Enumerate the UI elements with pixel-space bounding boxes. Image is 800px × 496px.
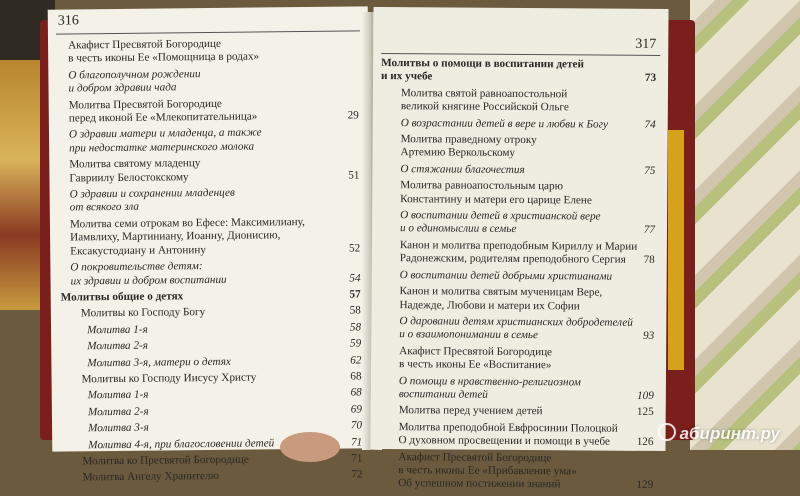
- toc-page-number: 58: [349, 304, 361, 317]
- toc-page-number: 57: [349, 288, 361, 301]
- toc-entry: [379, 285, 654, 314]
- toc-page-number: 71: [351, 452, 363, 465]
- ribbon-bookmark: [668, 130, 684, 370]
- toc-entry-line: и о единомыслии в семье: [399, 222, 517, 236]
- toc-page-number: 72: [351, 468, 363, 481]
- toc-entry: [60, 185, 360, 215]
- toc-entry-line: великой княгине Российской Ольге: [400, 100, 569, 114]
- toc-entry: [381, 87, 656, 116]
- toc-page-number: 77: [643, 224, 656, 237]
- toc-right: [378, 57, 656, 496]
- toc-entry-line: Надежде, Любови и матери их Софии: [399, 298, 580, 312]
- toc-entry-line: в честь иконы Ее «Помощница в родах»: [68, 50, 260, 65]
- header-rule: [56, 30, 360, 34]
- toc-entry-line: при недостатке материнского молока: [69, 140, 255, 155]
- toc-entry-line: Ексакустодиану и Антонину: [70, 243, 206, 258]
- toc-page-number: 78: [643, 254, 655, 267]
- toc-entry-line: О благополучном рождении: [68, 67, 201, 82]
- toc-entry: [58, 36, 358, 66]
- toc-entry-line: Молитва ко Пресвятой Богородице: [82, 453, 249, 468]
- toc-entry-line: и о взаимопонимании в семье: [399, 328, 539, 342]
- toc-entry: [380, 163, 655, 178]
- toc-entry-line: Молитва 3-я: [88, 421, 149, 435]
- header-rule: [381, 53, 660, 56]
- toc-entry: [60, 259, 360, 289]
- toc-page-number: 70: [350, 419, 363, 432]
- toc-entry-line: от всякого зла: [69, 201, 140, 214]
- toc-entry-line: Гавриилу Белостокскому: [69, 170, 189, 185]
- toc-entry-line: Молитва Пресвятой Богородице: [68, 97, 222, 112]
- toc-page-number: 125: [636, 406, 654, 419]
- toc-entry-line: Молитва 3-я, матери о детях: [87, 355, 231, 369]
- toc-entry-line: О помощи в нравственно-религиозном: [398, 374, 581, 388]
- left-page: [48, 6, 373, 484]
- watermark: абиринт.ру: [658, 423, 780, 444]
- toc-entry: [380, 133, 655, 162]
- toc-entry: [59, 156, 359, 186]
- toc-entry-line: Молитва равноапостольным царю: [400, 179, 564, 193]
- toc-page-number: 109: [637, 389, 654, 402]
- toc-entry-line: О стяжании благочестия: [400, 163, 525, 176]
- toc-entry: [381, 117, 656, 132]
- toc-entry: [381, 57, 656, 86]
- toc-entry-line: в честь иконы Ее «Воспитание»: [399, 358, 552, 372]
- toc-entry-line: Молитва 4-я, при благословении детей: [88, 436, 275, 451]
- toc-entry-line: О воспитании детей в христианской вере: [400, 209, 601, 223]
- toc-entry-line: и добром здравии чада: [68, 81, 177, 95]
- toc-entry-line: О здравии матери и младенца, а также: [68, 126, 262, 141]
- toc-entry: [59, 126, 359, 156]
- toc-entry: [379, 315, 654, 344]
- toc-entry-line: их здравии и добром воспитании: [70, 273, 227, 287]
- toc-page-number: 69: [350, 403, 362, 416]
- toc-page-number: 74: [644, 118, 656, 131]
- toc-entry-line: Молитва святой равноапостольной: [400, 86, 568, 101]
- toc-entry-line: и их учебе: [381, 70, 433, 83]
- toc-page-number: 71: [350, 435, 363, 449]
- toc-entry-line: Акафист Пресвятой Богородице: [68, 37, 222, 52]
- toc-entry-line: Молитва преподобной Евфросинии Полоцкой: [398, 420, 618, 435]
- toc-entry-line: Акафист Пресвятой Богородице: [399, 344, 553, 358]
- toc-entry-line: О духовном просвещении и помощи в учебе: [398, 434, 610, 448]
- toc-entry-line: в честь иконы Ее «Прибавление ума»: [398, 464, 577, 478]
- toc-entry: [59, 96, 359, 126]
- toc-entry-line: Молитвы общие о детях: [60, 290, 184, 304]
- toc-entry-line: Молитва праведному отроку: [400, 133, 537, 147]
- toc-entry-line: Молитва 1-я: [86, 323, 148, 337]
- toc-entry-line: Молитвы о помощи в воспитании детей: [381, 57, 584, 71]
- toc-page-number: 59: [349, 337, 362, 350]
- toc-entry-line: воспитании детей: [398, 388, 488, 401]
- toc-entry-line: Молитва перед учением детей: [398, 404, 543, 418]
- toc-entry: [378, 421, 653, 450]
- fabric-background: [690, 0, 800, 450]
- toc-page-number: 29: [347, 109, 359, 122]
- toc-entry: [379, 404, 654, 419]
- toc-page-number: 52: [348, 242, 361, 255]
- toc-entry-line: О здравии и сохранении младенцев: [69, 186, 235, 201]
- toc-entry: [58, 66, 358, 96]
- toc-entry-line: Константину и матери его царице Елене: [400, 192, 592, 207]
- toc-entry-line: Иамвлиху, Мартиниану, Иоанну, Дионисию,: [70, 229, 281, 244]
- toc-page-number: 129: [636, 479, 654, 492]
- toc-entry: [378, 451, 653, 493]
- toc-page-number: 51: [348, 169, 360, 182]
- toc-entry-line: Молитва 2-я: [87, 405, 149, 419]
- toc-entry-line: Молитвы ко Господу Иисусу Христу: [81, 371, 257, 386]
- toc-page-number: 126: [636, 435, 654, 449]
- toc-entry: [60, 215, 360, 258]
- toc-page-number: 62: [350, 353, 362, 367]
- toc-entry-line: Об успешном постижении знаний: [398, 477, 561, 491]
- toc-page-number: 93: [643, 330, 655, 343]
- page-number-left: 316: [57, 13, 79, 29]
- toc-entry-line: Молитва 2-я: [87, 339, 149, 353]
- page-number-right: 317: [635, 36, 657, 52]
- toc-entry-line: О возрастании детей в вере и любви к Богу: [400, 116, 608, 131]
- toc-entry-line: Молитвы ко Господу Богу: [80, 306, 206, 320]
- toc-entry-line: Акафист Пресвятой Богородице: [398, 450, 552, 464]
- toc-left: [58, 36, 363, 488]
- toc-entry-line: Артемию Веркольскому: [400, 146, 516, 160]
- toc-entry: [380, 179, 655, 208]
- toc-entry-line: Молитва Ангелу Хранителю: [82, 470, 219, 484]
- toc-page-number: 54: [349, 271, 361, 285]
- toc-entry-line: О воспитании детей добрыми христианами: [399, 268, 613, 283]
- toc-page-number: 68: [350, 370, 362, 383]
- watermark-logo-icon: [658, 423, 676, 441]
- toc-page-number: 58: [349, 321, 362, 334]
- toc-entry-line: Канон и молитва святым мученицам Вере,: [399, 285, 603, 299]
- toc-entry-line: Молитва святому младенцу: [69, 157, 201, 171]
- toc-entry: [380, 269, 655, 284]
- toc-entry-line: Радонежским, родителям преподобного Сергия: [399, 252, 626, 267]
- toc-entry-line: Молитва 1-я: [87, 388, 149, 402]
- toc-entry-line: Молитва семи отрокам во Ефесе: Максимилиану,: [69, 215, 305, 231]
- toc-page-number: 68: [350, 386, 362, 399]
- toc-entry: [379, 345, 654, 374]
- toc-entry: [380, 209, 655, 238]
- toc-page-number: 73: [644, 72, 657, 85]
- toc-entry-line: перед иконой Ее «Млекопитательница»: [68, 110, 258, 125]
- toc-entry-line: О даровании детям христианских добродетелей: [399, 315, 633, 329]
- toc-entry-line: Канон и молитва преподобным Кириллу и Марии: [399, 239, 638, 253]
- right-page: [370, 7, 668, 492]
- toc-page-number: 75: [644, 164, 656, 177]
- toc-entry: [379, 375, 654, 404]
- toc-entry-line: О покровительстве детям:: [70, 260, 203, 274]
- finger: [280, 432, 340, 462]
- toc-entry: [380, 239, 655, 268]
